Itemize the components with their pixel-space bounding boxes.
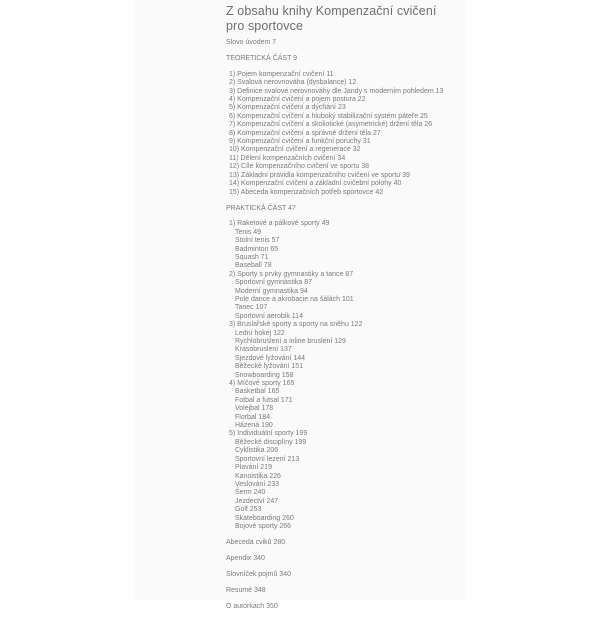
toc-line: Stolní tenis 57: [235, 237, 280, 245]
toc-line: 1) Raketové a pálkové sporty 49: [229, 220, 330, 228]
toc-line: Resumé 348: [226, 587, 266, 595]
toc-line: Golf 253: [235, 506, 262, 514]
toc-line: 11) Dělení kompenzačních cvičení 34: [229, 154, 346, 162]
toc-line: 5) Kompenzační cvičení a dýchání 23: [229, 104, 346, 112]
toc-line: Florbal 184: [235, 413, 271, 421]
toc-line: Tanec 107: [235, 304, 268, 312]
toc-line: Sportovní aerobik 114: [235, 312, 303, 320]
toc-line: Snowboarding 158: [235, 371, 294, 379]
toc-line: 15) Abeceda kompenzačních potřeb sportovce 42: [229, 188, 384, 196]
toc-line: 8) Kompenzační cvičení a správné držení těla 27: [229, 129, 381, 137]
toc-practical-list: [226, 220, 462, 531]
toc-line: Plavání 219: [235, 464, 272, 472]
toc-section-theoretical: TEORETICKÁ ČÁST 9: [226, 55, 298, 63]
toc-line: Rychlobruslení a inline bruslení 129: [235, 338, 346, 345]
toc-theoretical-list: [226, 71, 462, 197]
toc-line: Skateboarding 260: [235, 514, 294, 522]
content-panel: [134, 0, 466, 610]
toc-column: [226, 0, 462, 619]
toc-line: Šerm 240: [235, 489, 266, 497]
toc-line: O autorkách 350: [226, 602, 278, 610]
toc-line: Sportovní gymnastika 87: [235, 279, 313, 287]
toc-line: Volejbal 178: [235, 405, 274, 413]
toc-line: Fotbal a futsal 171: [235, 396, 293, 404]
toc-line: Apendix 340: [226, 555, 265, 563]
toc-line: Badminton 65: [235, 245, 279, 253]
toc-line: 12) Cíle kompenzačního cvičení ve sportu 38: [229, 163, 370, 171]
toc-line: Sjezdové lyžování 144: [235, 354, 306, 362]
toc-section-practical: PRAKTICKÁ ČÁST 47: [226, 204, 296, 212]
toc-line: 7) Kompenzační cvičení a skoliotické (asymetrické) držení těla 26: [229, 121, 433, 129]
page-title: Z obsahu knihy Kompenzační cvičení pro sportovce: [226, 4, 437, 33]
toc-line: 13) Základní pravidla kompenzačního cvičení ve sportu 39: [229, 171, 410, 179]
toc-line: 3) Bruslařské sporty a sporty na sněhu 122: [229, 321, 363, 329]
toc-line: Sportovní lezení 213: [235, 455, 300, 463]
toc-line: Bojové sporty 266: [235, 522, 292, 530]
toc-line: Baseball 78: [235, 262, 272, 270]
toc-line: Tenis 49: [235, 228, 262, 236]
toc-line: 14) Kompenzační cvičení a základní cvičební polohy 40: [229, 180, 402, 188]
toc-line: 9) Kompenzační cvičení a funkční poruchy 31: [229, 138, 371, 146]
toc-line: Slovníček pojmů 340: [226, 571, 291, 579]
toc-line: Lední hokej 122: [235, 329, 285, 337]
toc-line: Abeceda cviků 280: [226, 539, 286, 547]
toc-line: Běžecké disciplíny 199: [235, 438, 307, 446]
toc-line: Kanoistika 226: [235, 472, 281, 480]
toc-line: 3) Definice svalové nerovnováhy dle Jandy s moderním pohledem 13: [229, 87, 444, 95]
toc-line: Veslování 233: [235, 480, 279, 488]
toc-line: 4) Kompenzační cvičení a pojem postura 22: [229, 96, 366, 104]
toc-line: 6) Kompenzační cvičení a hluboký stabilizační systém páteře 25: [229, 112, 428, 120]
toc-line: 1) Pojem kompenzační cvičení 11: [229, 70, 334, 78]
toc-line: 5) Individuální sporty 199: [229, 430, 308, 438]
toc-closing-list: [226, 539, 462, 611]
toc-line: 2) Sporty s prvky gymnastiky a tance 87: [229, 270, 354, 278]
toc-line: Krasobruslení 137: [235, 346, 292, 354]
toc-line: 10) Kompenzační cvičení a regenerace 32: [229, 146, 361, 154]
toc-intro-line: Slovo úvodem 7: [226, 39, 277, 46]
toc-line: 4) Míčové sporty 165: [229, 380, 295, 388]
toc-line: 2) Svalová nerovnováha (dysbalance) 12: [229, 79, 357, 87]
toc-line: Moderní gymnastika 94: [235, 287, 308, 295]
toc-line: Házená 190: [235, 422, 273, 430]
toc-line: Squash 71: [235, 253, 269, 261]
toc-line: Běžecké lyžování 151: [235, 363, 304, 371]
toc-line: Jezdectví 247: [235, 497, 279, 505]
toc-line: Cyklistika 206: [235, 447, 279, 455]
toc-line: Pole dance a akrobacie na šálách 101: [235, 295, 354, 303]
toc-line: Basketbal 165: [235, 388, 280, 396]
